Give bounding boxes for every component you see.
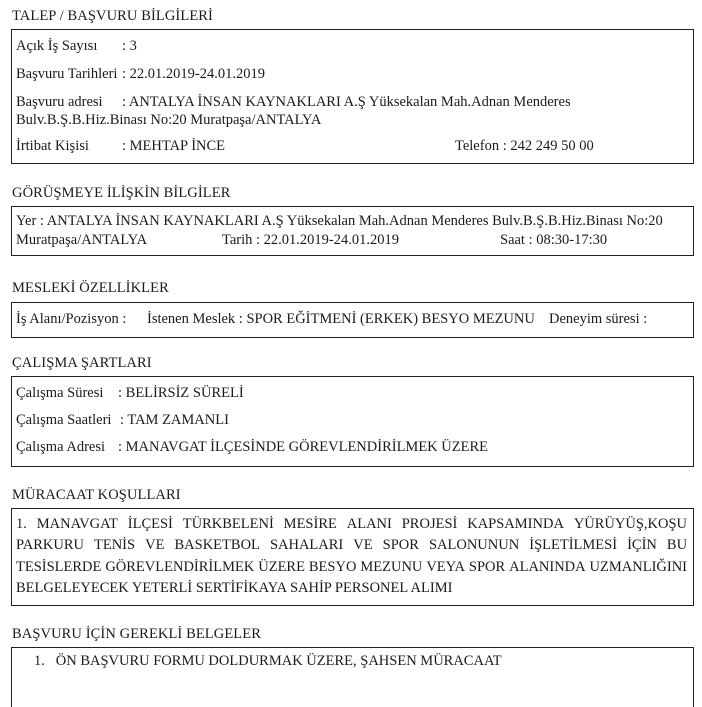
word: İŞLETİLMESİ bbox=[529, 537, 618, 553]
gorusme-tarih: Tarih : 22.01.2019-24.01.2019 bbox=[222, 232, 399, 248]
gorusme-yer: Yer : ANTALYA İNSAN KAYNAKLARI A.Ş Yüksekalan Mah.Adnan Menderes Bulv.B.Ş.B.Hiz.Binası No:20 bbox=[16, 213, 663, 229]
word: BASKETBOL bbox=[174, 537, 260, 553]
word: TESİSLERDE bbox=[16, 559, 102, 575]
section-title-calisma: ÇALIŞMA ŞARTLARI bbox=[12, 355, 152, 371]
calisma-adresi-value: : MANAVGAT İLÇESİNDE GÖREVLENDİRİLMEK ÜZERE bbox=[118, 439, 488, 455]
word: İÇİN bbox=[627, 537, 657, 553]
calisma-adresi-label: Çalışma Adresi bbox=[16, 439, 106, 455]
word: MANAVGAT bbox=[36, 516, 118, 532]
word: YÜRÜYÜŞ,KOŞU bbox=[573, 516, 688, 532]
gorusme-saat: Saat : 08:30-17:30 bbox=[500, 232, 608, 248]
gorusme-yer-line2: Muratpaşa/ANTALYA bbox=[16, 232, 148, 248]
calisma-suresi-value: : BELİRSİZ SÜRELİ bbox=[118, 385, 244, 401]
word: 1. bbox=[16, 516, 27, 532]
telefon: Telefon : 242 249 50 00 bbox=[455, 138, 594, 154]
deneyim-suresi: Deneyim süresi : bbox=[549, 311, 648, 327]
word: VE bbox=[145, 537, 165, 553]
word: UZMANLIĞINI bbox=[589, 559, 687, 575]
irtibat-label: İrtibat Kişisi bbox=[16, 138, 89, 154]
word: TÜRKBELENİ bbox=[182, 516, 274, 532]
word: MESİRE bbox=[283, 516, 337, 532]
word: ALANI bbox=[346, 516, 392, 532]
word: TENİS bbox=[94, 537, 136, 553]
talep-box bbox=[11, 29, 694, 164]
belgeler-box bbox=[11, 647, 694, 707]
muracaat-line-2 bbox=[16, 537, 687, 554]
is-alani-label: İş Alanı/Pozisyon : bbox=[16, 311, 127, 327]
word: VEYA bbox=[426, 559, 465, 575]
word: ÜZERE bbox=[258, 559, 305, 575]
acik-is-value: : 3 bbox=[122, 38, 137, 54]
word: PROJESİ bbox=[401, 516, 458, 532]
word: MEZUNU bbox=[360, 559, 423, 575]
word: PARKURU bbox=[16, 537, 84, 553]
section-title-gorusme: GÖRÜŞMEYE İLİŞKİN BİLGİLER bbox=[12, 185, 231, 201]
word: SALONUNUN bbox=[428, 537, 520, 553]
section-title-mesleki: MESLEKİ ÖZELLİKLER bbox=[12, 280, 169, 296]
word: BESYO bbox=[308, 559, 357, 575]
calisma-suresi-label: Çalışma Süresi bbox=[16, 385, 104, 401]
muracaat-line-1 bbox=[16, 516, 687, 533]
section-title-talep: TALEP / BAŞVURU BİLGİLERİ bbox=[12, 8, 213, 24]
word: SAHALARI bbox=[269, 537, 344, 553]
acik-is-label: Açık İş Sayısı bbox=[16, 38, 98, 54]
word: GÖREVLENDİRİLMEK bbox=[105, 559, 255, 575]
muracaat-box bbox=[11, 508, 694, 606]
word: VE bbox=[353, 537, 373, 553]
calisma-saatleri-label: Çalışma Saatleri bbox=[16, 412, 112, 428]
calisma-box bbox=[11, 376, 694, 467]
word: KAPSAMINDA bbox=[467, 516, 564, 532]
gorusme-box bbox=[11, 206, 694, 256]
basvuru-tarih-value: : 22.01.2019-24.01.2019 bbox=[122, 66, 265, 82]
section-title-belgeler: BAŞVURU İÇİN GEREKLİ BELGELER bbox=[12, 626, 261, 642]
istenen-meslek: İstenen Meslek : SPOR EĞİTMENİ (ERKEK) BESYO MEZUNU bbox=[147, 311, 535, 327]
section-title-muracaat: MÜRACAAT KOŞULLARI bbox=[12, 487, 181, 503]
basvuru-adres-line2: Bulv.B.Ş.B.Hiz.Binası No:20 Muratpaşa/ANTALYA bbox=[16, 112, 322, 128]
basvuru-adres-label: Başvuru adresi bbox=[16, 94, 103, 110]
basvuru-adres-value: : ANTALYA İNSAN KAYNAKLARI A.Ş Yüksekalan Mah.Adnan Menderes bbox=[122, 94, 571, 110]
belge-item-1: 1. ÖN BAŞVURU FORMU DOLDURMAK ÜZERE, ŞAHSEN MÜRACAAT bbox=[34, 653, 502, 669]
word: SPOR bbox=[468, 559, 506, 575]
muracaat-line-3 bbox=[16, 559, 687, 576]
basvuru-tarih-label: Başvuru Tarihleri bbox=[16, 66, 118, 82]
word: İLÇESİ bbox=[127, 516, 173, 532]
mesleki-box bbox=[11, 302, 694, 338]
irtibat-value: : MEHTAP İNCE bbox=[122, 138, 226, 154]
muracaat-line-4: BELGELEYECEK YETERLİ SERTİFİKAYA SAHİP PERSONEL ALIMI bbox=[16, 580, 453, 596]
word: BU bbox=[666, 537, 688, 553]
word: ALANINDA bbox=[509, 559, 586, 575]
calisma-saatleri-value: : TAM ZAMANLI bbox=[120, 412, 229, 428]
word: SPOR bbox=[382, 537, 419, 553]
